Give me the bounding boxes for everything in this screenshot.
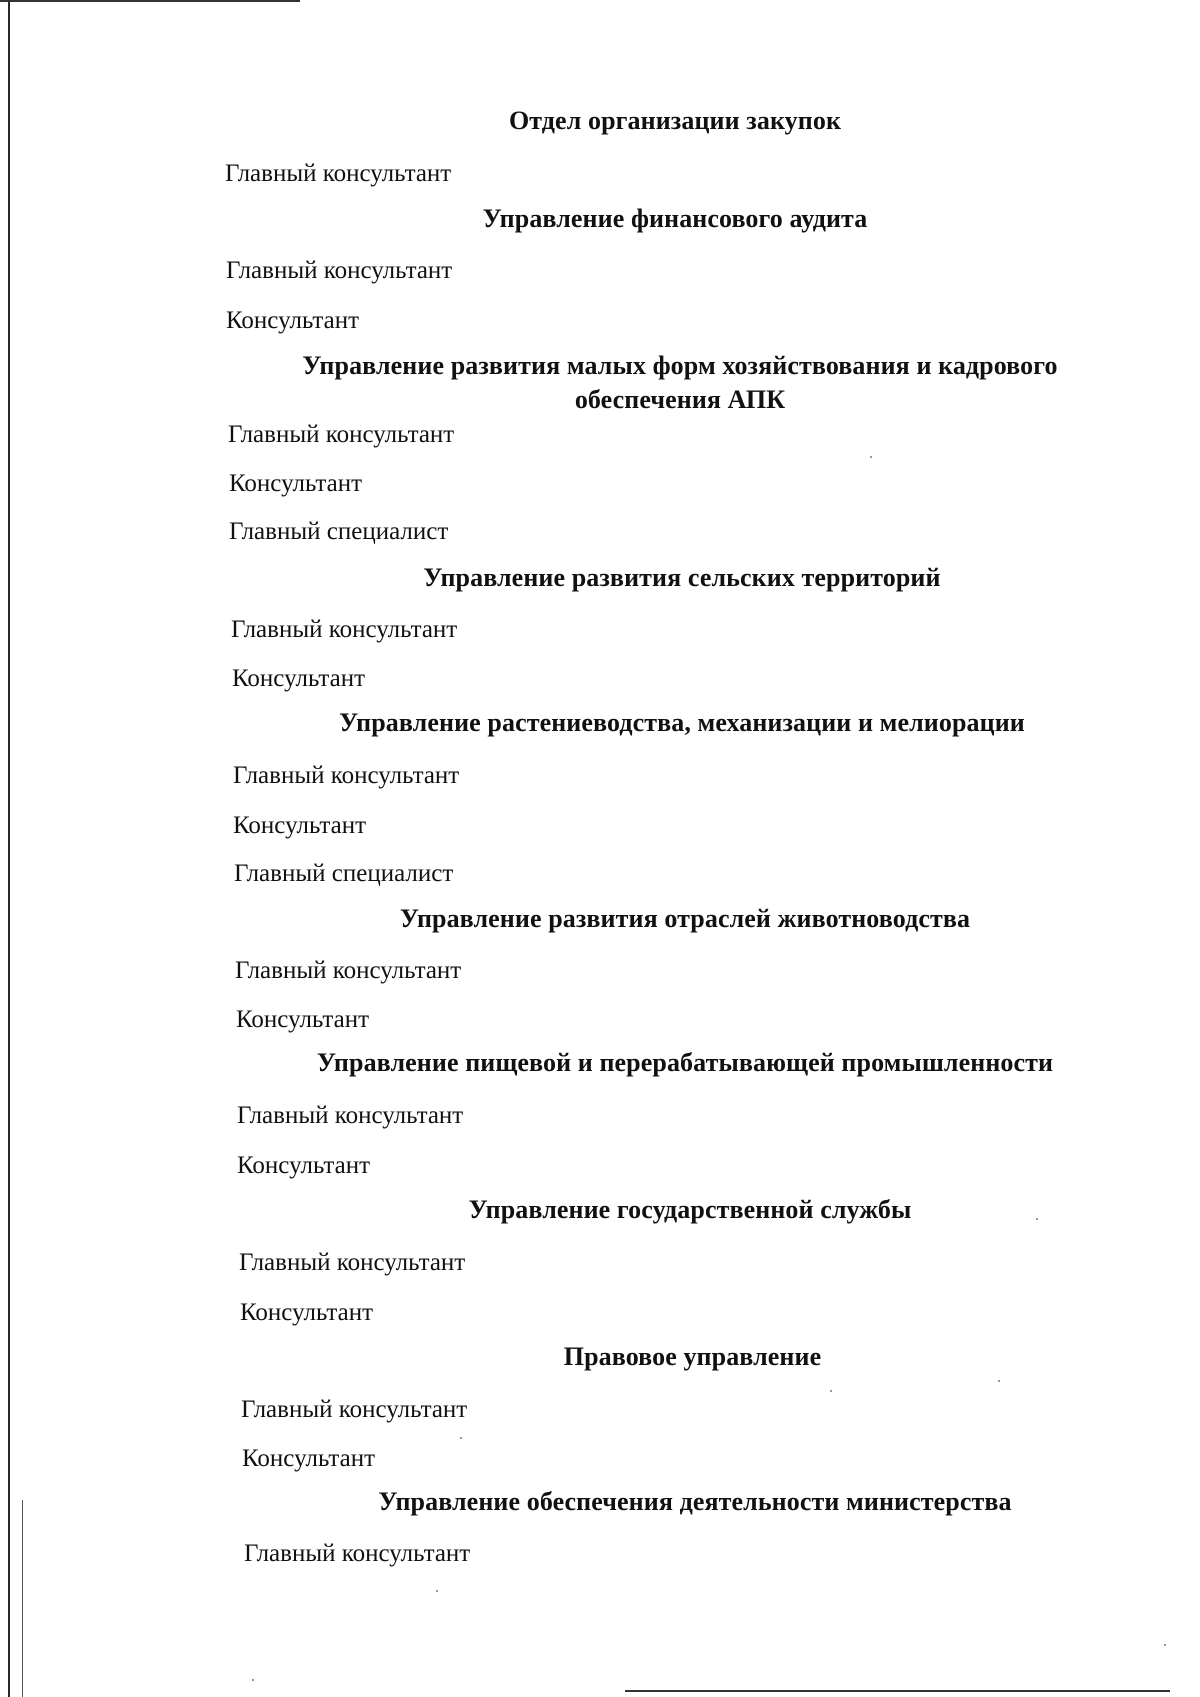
position-item: Консультант bbox=[242, 1445, 376, 1472]
section-heading: Управление пищевой и перерабатывающей промышленности bbox=[316, 1048, 1054, 1077]
position-item: Главный консультант bbox=[237, 1102, 464, 1129]
position-item: Консультант bbox=[232, 665, 366, 692]
position-item: Главный консультант bbox=[225, 160, 452, 187]
position-item: Главный консультант bbox=[233, 762, 460, 789]
scan-edge-left-inner bbox=[22, 1500, 23, 1697]
position-item: Главный специалист bbox=[229, 518, 449, 545]
position-item: Главный консультант bbox=[241, 1396, 468, 1423]
scan-edge-top bbox=[0, 0, 300, 2]
scan-speck bbox=[1164, 1644, 1166, 1646]
scan-speck bbox=[998, 1380, 1000, 1382]
section-heading: Управление развития отраслей животноводства bbox=[399, 904, 971, 933]
position-item: Консультант bbox=[226, 307, 360, 334]
scan-speck bbox=[1036, 1218, 1038, 1220]
position-item: Консультант bbox=[229, 470, 363, 497]
scan-speck bbox=[870, 456, 872, 458]
position-item: Главный консультант bbox=[231, 616, 458, 643]
scan-speck bbox=[460, 1437, 462, 1439]
position-item: Консультант bbox=[236, 1006, 370, 1033]
section-heading: Управление развития малых форм хозяйствования и кадрового обеспечения АПК bbox=[302, 351, 1058, 414]
position-item: Консультант bbox=[237, 1152, 371, 1179]
scan-speck bbox=[830, 1390, 832, 1392]
scan-edge-bottom bbox=[625, 1690, 1170, 1692]
section-heading: Управление финансового аудита bbox=[482, 204, 868, 233]
scan-speck bbox=[252, 1679, 254, 1681]
section-heading: Управление государственной службы bbox=[468, 1195, 912, 1224]
position-item: Главный консультант bbox=[228, 421, 455, 448]
position-item: Главный консультант bbox=[244, 1540, 471, 1567]
section-heading: Управление обеспечения деятельности министерства bbox=[378, 1487, 1012, 1516]
position-item: Консультант bbox=[240, 1299, 374, 1326]
section-heading: Правовое управление bbox=[563, 1342, 822, 1371]
position-item: Главный специалист bbox=[234, 860, 454, 887]
section-heading: Управление развития сельских территорий bbox=[423, 563, 941, 592]
position-item: Главный консультант bbox=[239, 1249, 466, 1276]
scan-speck bbox=[436, 1590, 438, 1592]
position-item: Главный консультант bbox=[235, 957, 462, 984]
scan-edge-left bbox=[8, 0, 10, 1697]
section-heading: Управление растениеводства, механизации и мелиорации bbox=[339, 708, 1025, 737]
position-item: Главный консультант bbox=[226, 257, 453, 284]
position-item: Консультант bbox=[233, 812, 367, 839]
section-heading: Отдел организации закупок bbox=[508, 106, 842, 135]
